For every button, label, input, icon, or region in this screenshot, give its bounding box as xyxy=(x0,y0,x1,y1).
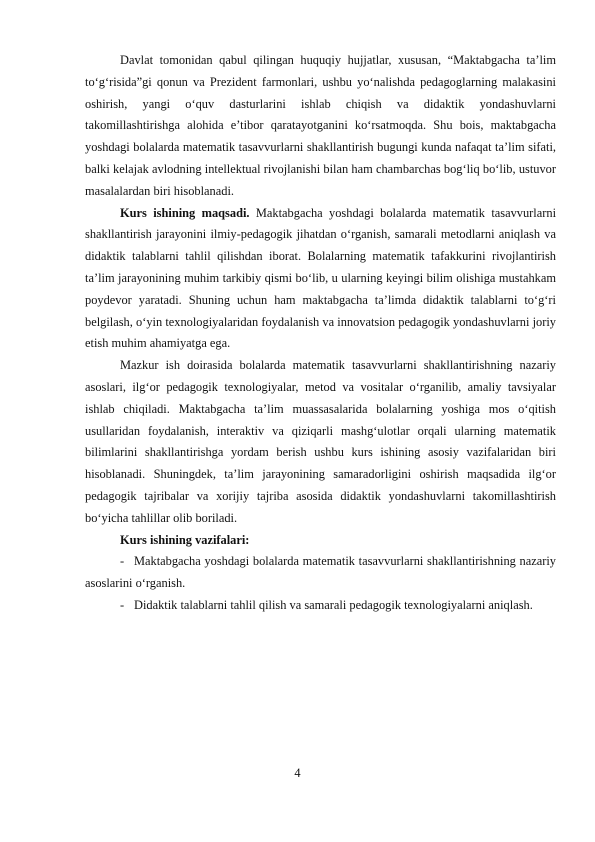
document-page xyxy=(85,50,556,617)
tasks-heading: Kurs ishining vazifalari: xyxy=(120,532,250,547)
course-goal-heading: Kurs ishining maqsadi. xyxy=(120,205,250,220)
task-item-text: Didaktik talablarni tahlil qilish va samarali pedagogik texnologiyalarni aniqlash. xyxy=(134,597,533,612)
task-item-1 xyxy=(85,551,556,595)
paragraph-course-goal xyxy=(85,203,556,356)
paragraph-legal-basis: Davlat tomonidan qabul qilingan huquqiy hujjatlar, xususan, “Maktabgacha ta’lim to‘g‘risida”gi qonun va Prezident farmonlari, ushbu yo‘nalishda pedagoglarning malakasini oshirish, yangi o‘quv dasturlarini ishlab chiqish va didaktik yondashuvlarni takomillashtirishga alohida e’tibor qaratayotganini ko‘rsatmoqda. Shu bois, maktabgacha yoshdagi bolalarda matematik tasavvurlarni shakllantirish bugungi kunda nafaqat ta’lim sifati, balki kelajak avlodning intellektual rivojlanishi bilan ham chambarchas bog‘liq bo‘lib, ustuvor masalalardan biri hisoblanadi. xyxy=(85,53,556,198)
course-goal-text: Maktabgacha yoshdagi bolalarda matematik tasavvurlarni shakllantirish jarayonini ilmiy-pedagogik jihatdan o‘rganish, samarali metodlarni aniqlash va didaktik talablarni tahlil qilishdan iborat. Bolalarning matematik tafakkurini rivojlantirish ta’lim jarayonining muhim tarkibiy qismi bo‘lib, u ularning keyingi bilim olishiga mustahkam poydevor yaratadi. Shuning uchun ham maktabgacha ta’limda didaktik talablarni to‘g‘ri belgilash, o‘yin texnologiyalaridan foydalanish va innovatsion pedagogik yondashuvlarni joriy etish muhim ahamiyatga ega. xyxy=(85,205,557,351)
list-bullet: - xyxy=(120,554,125,569)
task-item-2 xyxy=(85,595,556,617)
task-item-text: Maktabgacha yoshdagi bolalarda matematik tasavvurlarni shakllantirishning nazariy asoslarini o‘rganish. xyxy=(85,554,556,591)
page-number: 4 xyxy=(294,766,301,780)
paragraph-scope: Mazkur ish doirasida bolalarda matematik tasavvurlarni shakllantirishning nazariy asoslari, ilg‘or pedagogik texnologiyalar, metod va vositalar o‘rganilib, amaliy tavsiyalar ishlab chiqiladi. Maktabgacha ta’lim muassasalarida bolalarning yoshiga mos o‘qitish usullaridan foydalanish, interaktiv va qiziqarli mashg‘ulotlar orqali ularning matematik bilimlarini shakllantirishga yordam berish ushbu kurs ishining asosiy vazifalaridan biri hisoblanadi. Shuningdek, ta’lim jarayonining samaradorligini oshirish maqsadida ilg‘or pedagogik tajribalar va xorijiy tajriba asosida didaktik yondashuvlarni takomillashtirish bo‘yicha tahlillar olib boriladi. xyxy=(85,358,556,525)
list-bullet: - xyxy=(120,597,125,612)
